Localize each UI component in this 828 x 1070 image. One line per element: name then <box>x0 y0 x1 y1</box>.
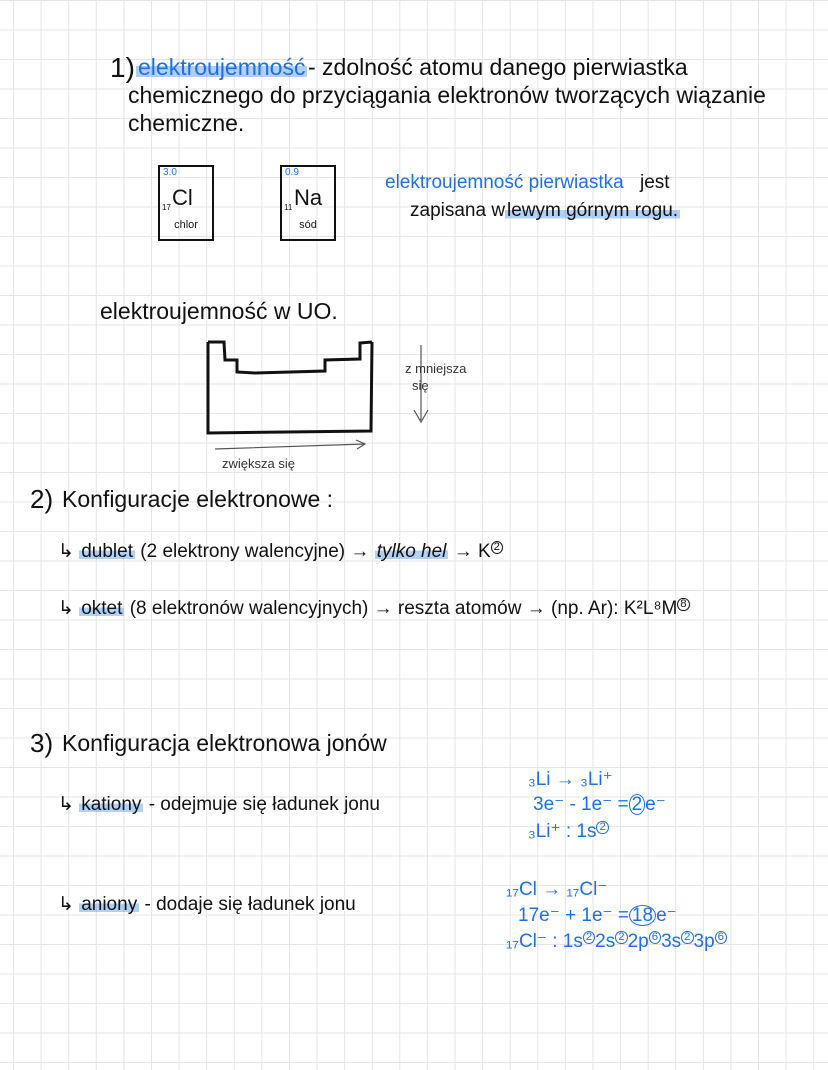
element-name: chlor <box>174 219 198 231</box>
trend-label: z mniejsza <box>405 361 467 376</box>
trend-label: się <box>412 378 429 393</box>
desc: (2 elektrony walencyjne) → <box>140 541 370 562</box>
list-item-dublet: ↳ dublet (2 elektrony walencyjne) → tylko hel → K $^2$ <box>58 540 503 563</box>
note-highlight: lewym górnym rogu. <box>507 200 679 221</box>
section-title: Konfiguracja elektronowa jonów <box>62 730 387 756</box>
subheading: elektroujemność w UO. <box>100 298 338 324</box>
list-item-kationy: ↳ kationy - odejmuje się ładunek jonu <box>58 794 380 815</box>
formula: 17e⁻ + 1e⁻ = 18 e⁻ <box>518 905 677 926</box>
formula: ₃Li → ₃Li⁺ <box>528 769 613 790</box>
note-text: zapisana w <box>410 200 506 221</box>
term: kationy <box>81 794 142 815</box>
element-name: sód <box>299 219 317 231</box>
desc: (8 elektronów walencyjnych) → reszta atomów → (np. Ar): <box>129 598 619 619</box>
note-text: elektroujemność pierwiastka <box>385 172 624 193</box>
definition-line: chemicznego do przyciągania elektronów tworzących wiązanie <box>128 82 766 108</box>
term-highlight: elektroujemność <box>138 54 306 80</box>
term: dublet <box>81 541 133 562</box>
atomic-number: 11 <box>284 203 293 212</box>
arrow: → <box>453 541 473 562</box>
arrow-right-icon <box>215 440 365 449</box>
desc: - dodaje się ładunek jonu <box>144 894 356 915</box>
section-title: Konfiguracje elektronowe : <box>62 486 334 512</box>
list-item-oktet: ↳ oktet (8 elektronów walencyjnych) → reszta atomów → (np. Ar): K²L⁸M $^8$ <box>58 597 690 620</box>
note-text: jest <box>640 172 670 193</box>
term: oktet <box>81 598 123 619</box>
electronegativity: 0.9 <box>285 167 299 178</box>
config: K <box>477 541 491 562</box>
section-number: 3) <box>30 728 54 758</box>
definition-line: chemiczne. <box>128 110 245 136</box>
trend-label: zwiększa się <box>222 456 295 471</box>
element-symbol: Na <box>294 185 323 210</box>
highlight: tylko hel <box>376 541 447 562</box>
config: K²L⁸M <box>623 598 678 619</box>
formula: ₁₇Cl → ₁₇Cl⁻ <box>506 879 608 900</box>
formula: 3e⁻ - 1e⁻ = 2 e⁻ <box>533 794 666 815</box>
definition-line: - zdolność atomu danego pierwiastka <box>308 54 688 80</box>
element-symbol: Cl <box>172 185 193 210</box>
atomic-number: 17 <box>162 203 171 212</box>
circled-count: 2 <box>491 541 503 554</box>
circled-count: 8 <box>677 598 689 611</box>
desc: - odejmuje się ładunek jonu <box>148 794 380 815</box>
list-item-aniony: ↳ aniony - dodaje się ładunek jonu <box>58 894 356 915</box>
electronegativity: 3.0 <box>163 167 177 178</box>
formula: ₁₇Cl⁻ : 1s $^2$ 2s $^2$ 2p $^6$ 3s $^2$ 3p $^6$ <box>506 930 727 953</box>
formula: ₃Li⁺ : 1s $^2$ <box>528 820 609 843</box>
term: aniony <box>81 894 138 915</box>
section-number: 1) <box>110 52 135 83</box>
section-number: 2) <box>30 484 54 514</box>
